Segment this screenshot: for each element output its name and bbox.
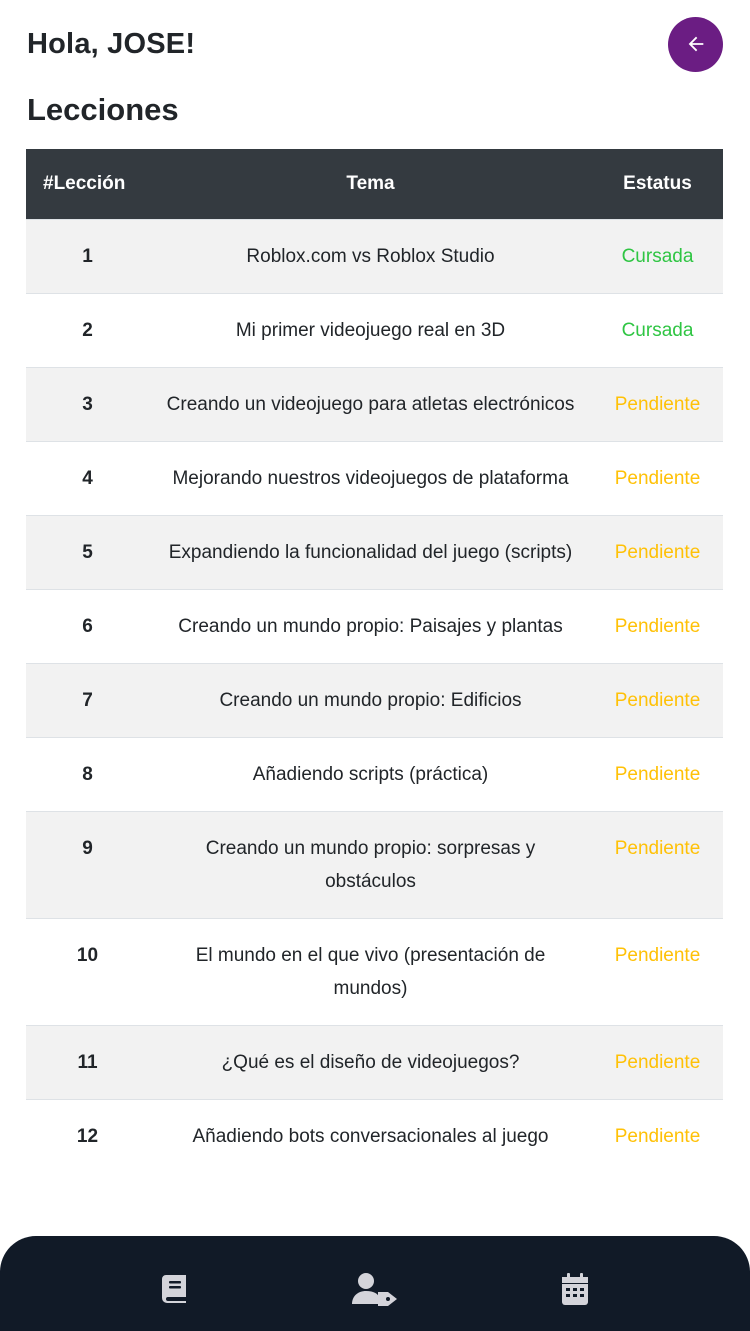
- lesson-status: Cursada: [592, 294, 723, 368]
- nav-calendar-button[interactable]: [540, 1254, 610, 1324]
- lesson-status: Pendiente: [592, 590, 723, 664]
- lesson-status: Pendiente: [592, 442, 723, 516]
- nav-profile-button[interactable]: [340, 1254, 410, 1324]
- book-icon: [160, 1273, 190, 1305]
- bottom-nav: [0, 1236, 750, 1331]
- table-row: [26, 294, 723, 368]
- lesson-status: Pendiente: [592, 516, 723, 590]
- table-row: [26, 1026, 723, 1100]
- table-row: [26, 664, 723, 738]
- calendar-icon: [560, 1273, 590, 1305]
- table-row: [26, 1100, 723, 1174]
- lesson-topic: Creando un videojuego para atletas electrónicos: [149, 368, 592, 442]
- lesson-status: Pendiente: [592, 812, 723, 919]
- column-header-lesson-number: #Lección: [26, 149, 149, 220]
- table-row: [26, 738, 723, 812]
- lesson-status: Pendiente: [592, 1026, 723, 1100]
- column-header-topic: Tema: [149, 149, 592, 220]
- lesson-number: 8: [26, 738, 149, 812]
- table-row: [26, 919, 723, 1026]
- table-header-row: [26, 149, 723, 220]
- lesson-topic: Mi primer videojuego real en 3D: [149, 294, 592, 368]
- lessons-table: [26, 149, 723, 1173]
- greeting: Hola, JOSE!: [27, 27, 196, 60]
- lesson-topic: Añadiendo scripts (práctica): [149, 738, 592, 812]
- lesson-number: 6: [26, 590, 149, 664]
- lesson-topic: ¿Qué es el diseño de videojuegos?: [149, 1026, 592, 1100]
- lesson-status: Pendiente: [592, 1100, 723, 1174]
- lesson-number: 5: [26, 516, 149, 590]
- column-header-status: Estatus: [592, 149, 723, 220]
- table-row: [26, 812, 723, 919]
- table-row: [26, 590, 723, 664]
- lesson-number: 12: [26, 1100, 149, 1174]
- lesson-number: 7: [26, 664, 149, 738]
- nav-lessons-button[interactable]: [140, 1254, 210, 1324]
- lesson-status: Cursada: [592, 220, 723, 294]
- table-row: [26, 368, 723, 442]
- header: [27, 16, 723, 72]
- lesson-number: 11: [26, 1026, 149, 1100]
- lesson-number: 4: [26, 442, 149, 516]
- lesson-topic: Mejorando nuestros videojuegos de plataforma: [149, 442, 592, 516]
- lesson-topic: Creando un mundo propio: sorpresas y obstáculos: [149, 812, 592, 919]
- lesson-number: 10: [26, 919, 149, 1026]
- lesson-status: Pendiente: [592, 368, 723, 442]
- lesson-number: 9: [26, 812, 149, 919]
- page-title: Lecciones: [27, 92, 179, 127]
- lessons-table-container[interactable]: [26, 149, 723, 1239]
- lesson-status: Pendiente: [592, 664, 723, 738]
- lesson-status: Pendiente: [592, 919, 723, 1026]
- lesson-topic: Roblox.com vs Roblox Studio: [149, 220, 592, 294]
- lesson-status: Pendiente: [592, 738, 723, 812]
- arrow-left-icon: [685, 33, 707, 55]
- back-button[interactable]: [668, 17, 723, 72]
- lesson-topic: Añadiendo bots conversacionales al juego: [149, 1100, 592, 1174]
- lesson-number: 3: [26, 368, 149, 442]
- lesson-number: 2: [26, 294, 149, 368]
- table-row: [26, 516, 723, 590]
- user-tag-icon: [352, 1272, 398, 1306]
- table-row: [26, 220, 723, 294]
- lesson-topic: Creando un mundo propio: Edificios: [149, 664, 592, 738]
- lesson-topic: El mundo en el que vivo (presentación de mundos): [149, 919, 592, 1026]
- lesson-topic: Creando un mundo propio: Paisajes y plantas: [149, 590, 592, 664]
- table-row: [26, 442, 723, 516]
- lesson-topic: Expandiendo la funcionalidad del juego (scripts): [149, 516, 592, 590]
- lesson-number: 1: [26, 220, 149, 294]
